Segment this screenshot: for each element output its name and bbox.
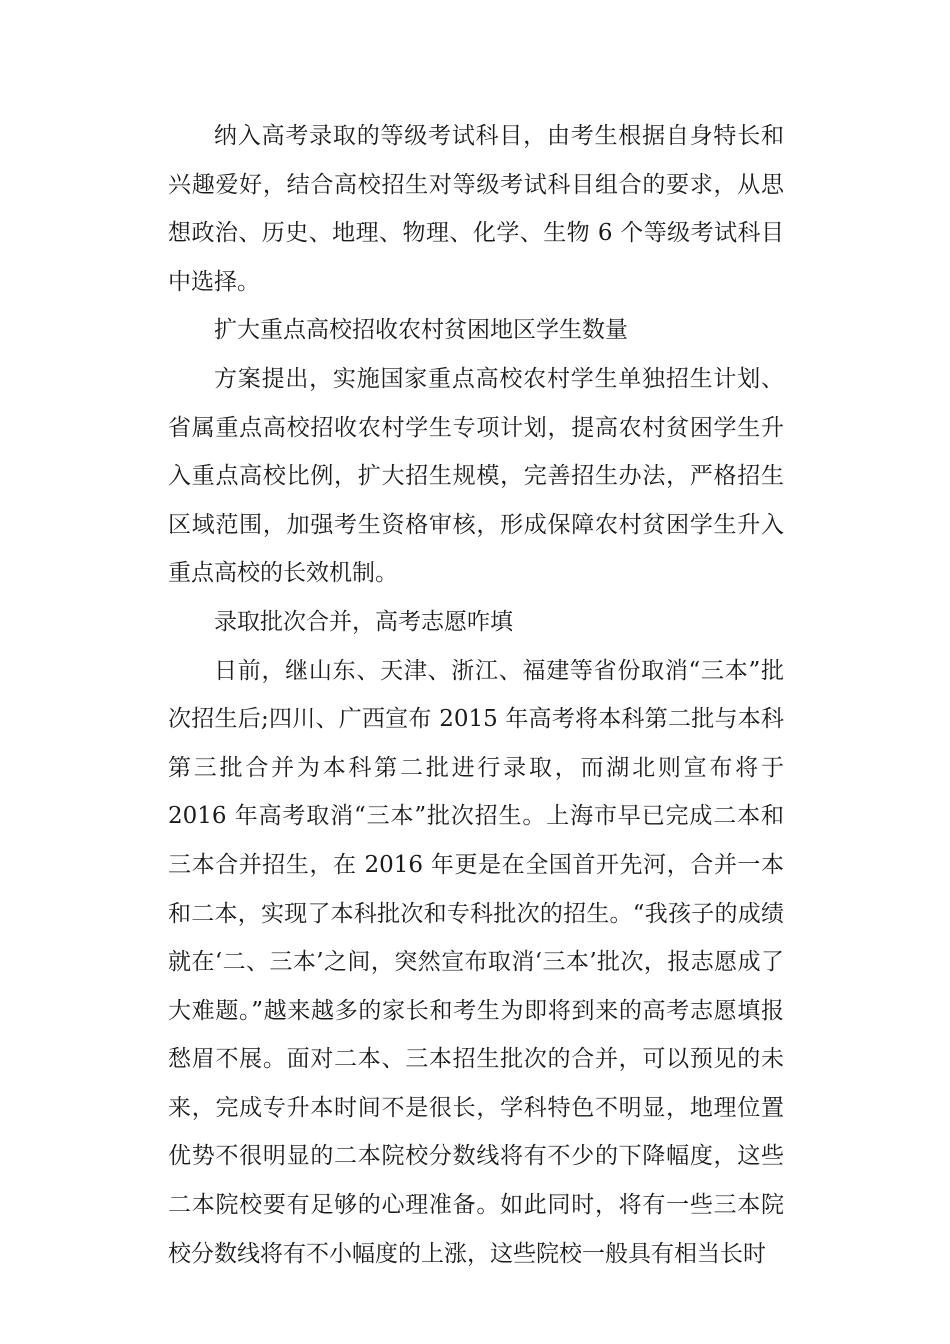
heading-batch-merge: 录取批次合并，高考志愿咋填 bbox=[214, 608, 513, 635]
paragraph-subject-selection: 纳入高考录取的等级考试科目，由考生根据自身特长和兴趣爱好，结合高校招生对等级考试科目组合的要求，从思想政治、历史、地理、物理、化学、生物 6 个等级考试科目中选择。 bbox=[168, 123, 784, 295]
heading-rural-admission: 扩大重点高校招收农村贫困地区学生数量 bbox=[214, 317, 628, 344]
paragraph-rural-plan: 方案提出，实施国家重点高校农村学生单独招生计划、省属重点高校招收农村学生专项计划，提高农村贫困学生升入重点高校比例，扩大招生规模，完善招生办法，严格招生区域范围，加强考生资格审核，形成保障农村贫困学生升入重点高校的长效机制。 bbox=[168, 365, 784, 587]
document-body bbox=[168, 112, 784, 1278]
paragraph-batch-merge: 日前，继山东、天津、浙江、福建等省份取消“三本”批次招生后;四川、广西宣布 2015 年高考将本科第二批与本科第三批合并为本科第二批进行录取，而湖北则宣布将于 2016 年高考取消“三本”批次招生。上海市早已完成二本和三本合并招生，在 2016 年更是在全国首开先河，合并一本和二本，实现了本科批次和专科批次的招生。“我孩子的成绩就在‘二、三本’之间，突然宣布取消‘三本’批次，报志愿成了大难题。”越来越多的家长和考生为即将到来的高考志愿填报愁眉不展。面对二本、三本招生批次的合并，可以预见的未来，完成专升本时间不是很长，学科特色不明显，地理位置优势不很明显的二本院校分数线将有不少的下降幅度，这些二本院校要有足够的心理准备。如此同时，将有一些三本院校分数线将有不小幅度的上涨，这些院校一般具有相当长时 bbox=[168, 657, 784, 1267]
